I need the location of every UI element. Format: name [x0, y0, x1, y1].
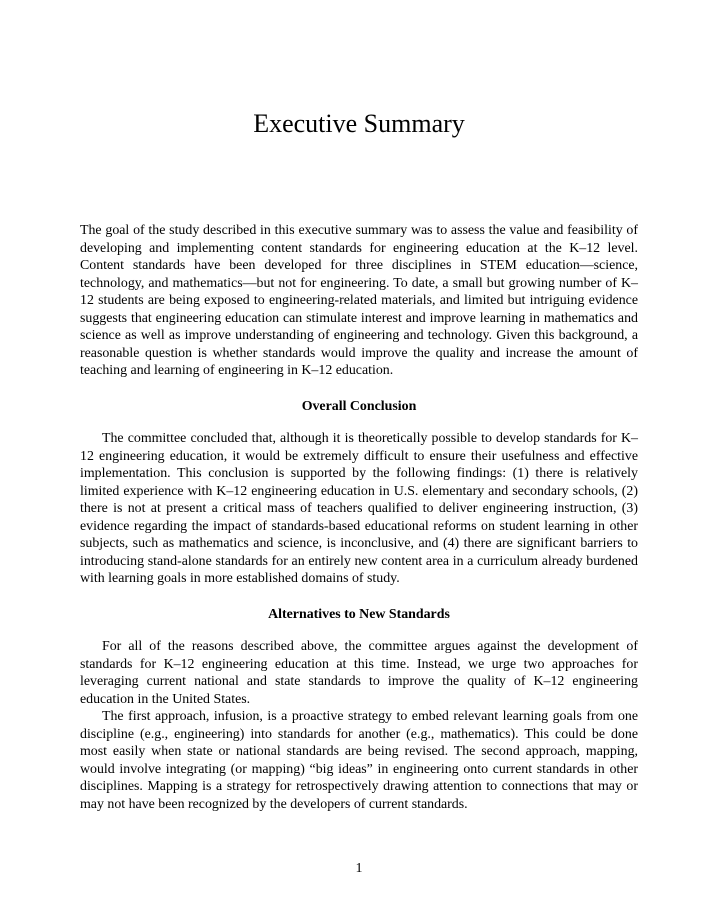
section-heading-overall-conclusion: Overall Conclusion: [301, 399, 417, 414]
alternatives-paragraph-2: The first approach, infusion, is a proactive strategy to embed relevant learning goals from one discipline (e.g., engineering) into standards for another (e.g., mathematics). This could be done most easily when state or national standards are being revised. The second approach, mapping, would involve integrating (or mapping) “big ideas” in engineering onto current standards in other disciplines. Mapping is a strategy for retrospectively drawing attention to connections that may or may not have been recognized by the developers of current standards.: [80, 709, 638, 812]
overall-conclusion-paragraph: The committee concluded that, although it is theoretically possible to develop standards for K–12 engineering education, it would be extremely difficult to ensure their usefulness and effective implementation. This conclusion is supported by the following findings: (1) there is relatively limited experience with K–12 engineering education in U.S. elementary and secondary schools, (2) there is not at present a critical mass of teachers qualified to deliver engineering instruction, (3) evidence regarding the impact of standards-based educational reforms on student learning in other subjects, such as mathematics and science, is inconclusive, and (4) there are significant barriers to introducing stand-alone standards for an entirely new content area in a curriculum already burdened with learning goals in more established domains of study.: [80, 431, 638, 586]
page-number: 1: [355, 861, 363, 876]
page-title: Executive Summary: [253, 109, 465, 138]
alternatives-paragraph-1: For all of the reasons described above, the committee argues against the development of standards for K–12 engineering education at this time. Instead, we urge two approaches for leveraging current national and state standards to improve the quality of K–12 engineering education in the United States.: [80, 639, 638, 707]
section-heading-alternatives: Alternatives to New Standards: [268, 607, 450, 622]
intro-paragraph: The goal of the study described in this executive summary was to assess the value and feasibility of developing and implementing content standards for engineering education at the K–12 level. Content standards have been developed for three disciplines in STEM education—science, technology, and mathematics—but not for engineering. To date, a small but growing number of K–12 students are being exposed to engineering-related materials, and limited but intriguing evidence suggests that engineering education can stimulate interest and improve learning in mathematics and science as well as improve understanding of engineering and technology. Given this background, a reasonable question is whether standards would improve the quality and increase the amount of teaching and learning of engineering in K–12 education.: [80, 223, 638, 378]
